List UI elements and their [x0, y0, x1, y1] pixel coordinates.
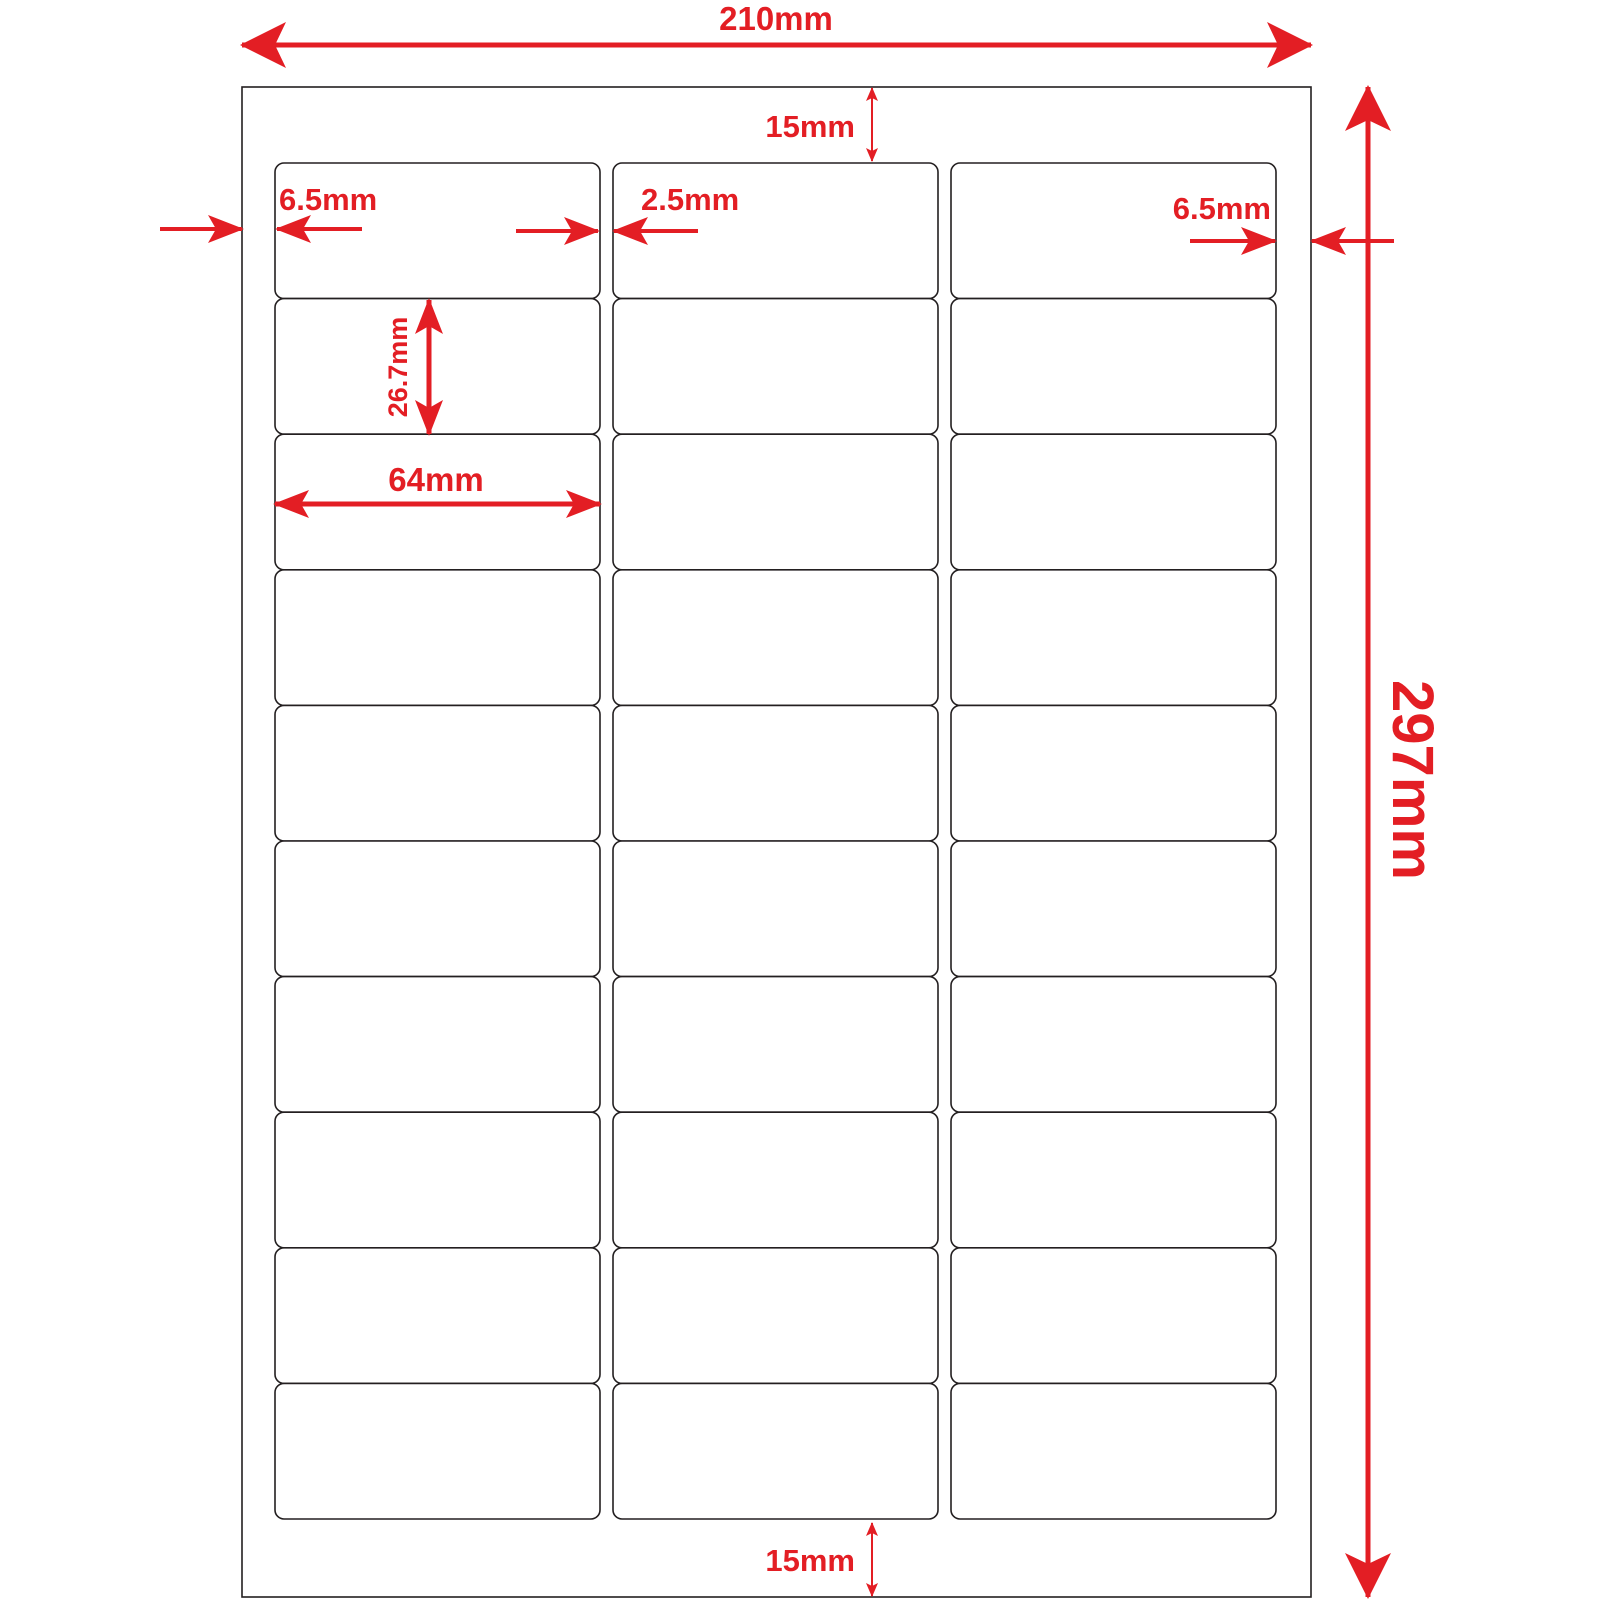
label-cell [613, 705, 938, 841]
label-cell [275, 1112, 600, 1248]
label-cell [951, 1248, 1276, 1384]
label-height-label: 26.7mm [383, 316, 413, 418]
bottom-margin-label: 15mm [765, 1543, 855, 1578]
label-cell [275, 1248, 600, 1384]
label-width-label: 64mm [388, 461, 484, 498]
label-cell [275, 705, 600, 841]
label-cell [275, 299, 600, 435]
label-cell [951, 841, 1276, 977]
label-cell [275, 1383, 600, 1519]
label-cell [951, 1383, 1276, 1519]
label-cell [613, 1248, 938, 1384]
left-margin-label: 6.5mm [279, 182, 378, 217]
sheet-width-dimension [242, 0, 1311, 45]
label-cell [951, 570, 1276, 706]
label-cell [275, 570, 600, 706]
label-cell [951, 705, 1276, 841]
column-gap-label: 2.5mm [641, 182, 740, 217]
label-cell [613, 434, 938, 570]
label-cell [951, 299, 1276, 435]
label-cell [613, 977, 938, 1113]
label-cell [275, 977, 600, 1113]
label-cell [613, 570, 938, 706]
sheet-height-dimension [1368, 87, 1445, 1597]
right-margin-label: 6.5mm [1172, 191, 1271, 226]
label-cell [951, 434, 1276, 570]
sheet-width-label: 210mm [719, 0, 833, 37]
label-cell [613, 841, 938, 977]
label-cell [951, 1112, 1276, 1248]
top-margin-label: 15mm [765, 109, 855, 144]
label-cell [613, 1112, 938, 1248]
label-cell [951, 163, 1276, 299]
label-cell [275, 841, 600, 977]
label-cell [613, 299, 938, 435]
labels-grid [275, 163, 1276, 1519]
label-cell [613, 1383, 938, 1519]
sheet-height-label: 297mm [1380, 680, 1445, 880]
label-cell [951, 977, 1276, 1113]
